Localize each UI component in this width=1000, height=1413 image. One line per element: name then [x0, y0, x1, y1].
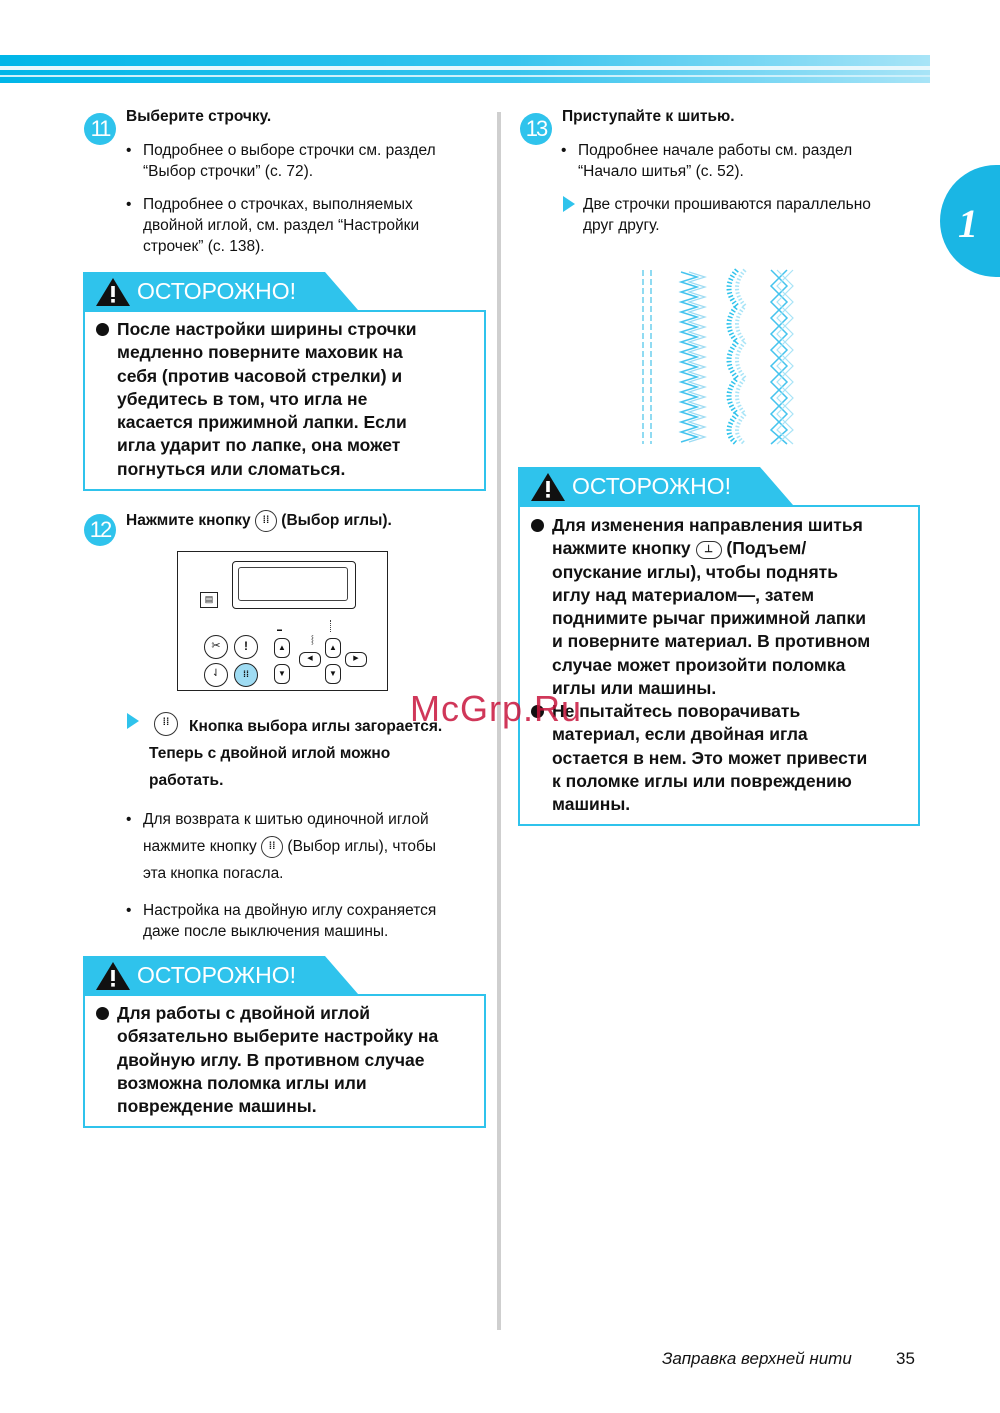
step-number-11: 11	[84, 113, 116, 145]
length-up-icon: ▲	[325, 638, 341, 658]
width-up-icon: ▲	[274, 638, 290, 658]
step-number-12: 12	[84, 514, 116, 546]
width-label: ▬	[277, 627, 282, 633]
warning-icon	[95, 277, 131, 307]
step-13-result: Две строчки прошиваются параллельно друг другу.	[583, 196, 871, 234]
chapter-number: 1	[958, 201, 978, 246]
step-number-13: 13	[520, 113, 552, 145]
needle-up-down-icon: ⊥	[696, 541, 722, 559]
manual-icon: ▤	[200, 592, 218, 608]
right-arrow-icon: ▶	[345, 652, 367, 667]
step-12-title: Нажмите кнопку ⁞⁞ (Выбор иглы).	[126, 510, 392, 532]
header-bar	[0, 55, 930, 83]
caution-3-item-2: Не пытайтесь поворачивать материал, если двойная игла остается в нем. Это может привести к поломке иглы или повреждению машины.	[552, 701, 868, 815]
scissors-icon: ✂	[204, 635, 228, 659]
width-down-icon: ▼	[274, 664, 290, 684]
twin-needle-icon: ⁞⁞	[261, 836, 283, 858]
page-number: 35	[896, 1349, 915, 1368]
needle-position-icon: ⇃	[204, 663, 228, 687]
step-12-result: Кнопка выбора иглы загорается.	[189, 718, 443, 735]
step-13-title: Приступайте к шитью.	[562, 108, 735, 125]
control-panel-illustration	[177, 551, 388, 691]
left-arrow-icon: ◀	[299, 652, 321, 667]
caution-header-3: ОСТОРОЖНО!	[518, 467, 793, 505]
twin-stitch-illustration	[637, 266, 799, 448]
lcd-screen	[232, 561, 356, 609]
bullet-dot	[96, 1007, 109, 1020]
step-11-title: Выберите строчку.	[126, 108, 272, 125]
twin-needle-button-icon: ⁞⁞	[234, 663, 258, 687]
caution-header-1: ОСТОРОЖНО!	[83, 272, 358, 310]
caution-2-text: Для работы с двойной иглой обязательно выберите настройку на двойную иглу. В противном случае возможна поломка иглы или повреждение машины.	[117, 1003, 439, 1117]
step-11-bullet-2: • Подробнее о строчках, выполняемых двойной иглой, см. раздел “Настройки строчек” (с. 138).	[126, 196, 420, 255]
length-label: ⸾	[311, 635, 314, 644]
twin-needle-icon: ⁞⁞	[154, 712, 178, 736]
result-arrow-icon	[127, 713, 139, 729]
step-12-bullet-1: • Для возврата к шитью одиночной иглой нажмите кнопку ⁞⁞ (Выбор иглы), чтобы эта кнопка погасла.	[126, 811, 437, 882]
reverse-stitch-icon: !	[234, 635, 258, 659]
step-12-result-cont: Теперь с двойной иглой можно работать.	[149, 745, 391, 789]
watermark: McGrp.Ru	[410, 688, 583, 729]
step-11-bullet-1: • Подробнее о выборе строчки см. раздел “Выбор строчки” (с. 72).	[126, 142, 436, 180]
footer-title: Заправка верхней нити	[662, 1349, 852, 1368]
warning-icon	[95, 961, 131, 991]
caution-1-text: После настройки ширины строчки медленно поверните маховик на себя (против часовой стрелки) и убедитесь в том, что игла не касается прижимной лапки. Если игла ударит по лапке, она может погнуться или сломаться.	[117, 319, 417, 479]
step-12-bullet-2: • Настройка на двойную иглу сохраняется даже после выключения машины.	[126, 902, 437, 940]
twin-needle-icon: ⁞⁞	[255, 510, 277, 532]
result-arrow-icon	[563, 196, 575, 212]
warning-icon	[530, 472, 566, 502]
caution-3-item-1: Для изменения направления шитья нажмите кнопку ⊥ (Подъем/ опускание иглы), чтобы поднять иглу над материалом—, затем поднимите рычаг прижимной лапки и поверните материал. В противном случае может произойти поломка иглы или машины.	[552, 515, 871, 699]
bullet-dot	[531, 519, 544, 532]
caution-header-2: ОСТОРОЖНО!	[83, 956, 358, 994]
step-13-bullet: • Подробнее начале работы см. раздел “Начало шитья” (с. 52).	[561, 142, 853, 180]
length-down-icon: ▼	[325, 664, 341, 684]
bullet-dot	[96, 323, 109, 336]
